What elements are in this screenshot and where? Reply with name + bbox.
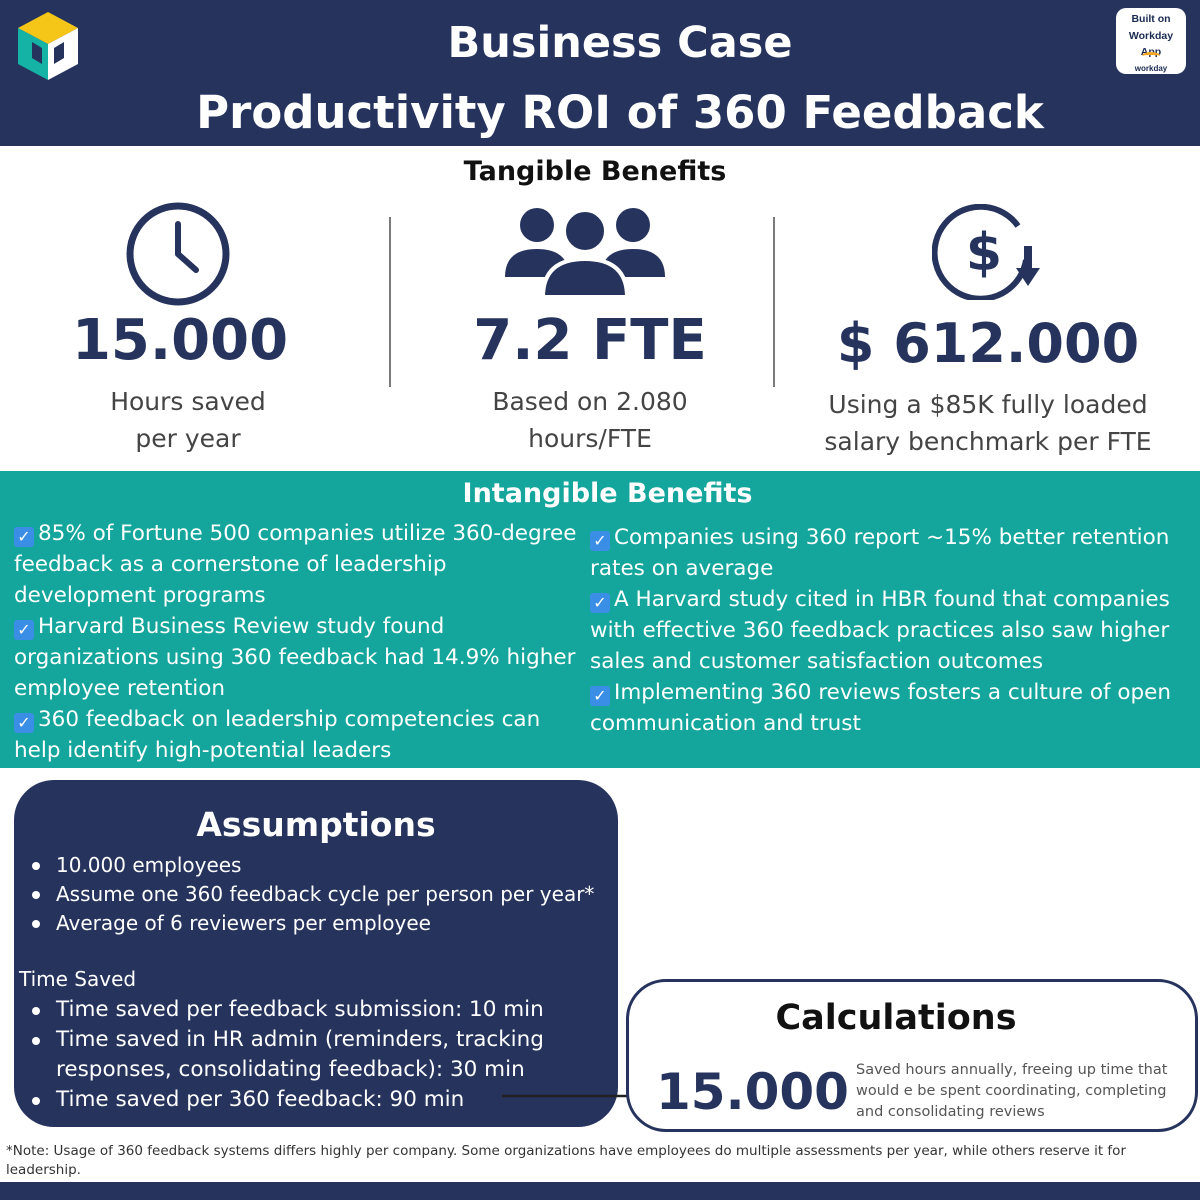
intangible-item [590,677,1195,739]
assumption-item: 10.000 employees [30,851,620,880]
badge-text-1: Built on [1131,13,1171,25]
time-saved-item: Time saved per feedback submission: 10 min [30,995,570,1025]
intangible-right-column [590,522,1195,739]
badge-brand: workday [1134,63,1168,73]
clock-icon [124,200,232,308]
time-saved-item: Time saved per 360 feedback: 90 min [30,1085,570,1115]
assumptions-list [30,851,620,938]
assumptions-title: Assumptions [196,805,436,844]
dollar-cycle-icon [932,204,1044,300]
fte-desc-line1: Based on 2.080 [492,387,688,416]
time-saved-label: Time Saved [19,967,137,991]
time-saved-item: Time saved in HR admin (reminders, tracking responses, consolidating feedback): 30 min [30,1025,570,1085]
intangible-item [14,704,584,766]
intangible-item-text: 85% of Fortune 500 companies utilize 360-degree feedback as a cornerstone of leadership development programs [14,521,577,608]
fte-value: 7.2 FTE [473,308,707,373]
hours-saved-value: 15.000 [71,308,289,373]
stat-divider [773,217,775,387]
footer-bar [0,1182,1200,1200]
built-on-workday-badge [1116,8,1186,74]
checkbox-icon: ✓ [590,531,610,551]
hours-saved-desc-line2: per year [135,424,241,453]
intangible-item [14,611,584,704]
checkbox-icon: ✓ [14,527,34,547]
fte-desc-line2: hours/FTE [528,424,652,453]
calculations-title: Calculations [775,998,1017,1038]
intangible-left-column [14,518,584,766]
calculations-value: 15.000 [656,1063,849,1121]
intangible-item [14,518,584,611]
badge-text-3: App [1140,46,1162,58]
tangible-benefits-title: Tangible Benefits [463,156,727,187]
intangible-item-text: Implementing 360 reviews fosters a culture of open communication and trust [590,680,1172,736]
savings-desc-line2: salary benchmark per FTE [824,427,1152,456]
intangible-item [590,584,1195,677]
intangible-item-text: 360 feedback on leadership competencies can help identify high-potential leaders [14,707,541,763]
badge-text-2: Workday [1128,29,1174,42]
hours-saved-desc-line1: Hours saved [110,387,266,416]
checkbox-icon: ✓ [590,686,610,706]
checkbox-icon: ✓ [590,593,610,613]
footnote: *Note: Usage of 360 feedback systems differs highly per company. Some organizations have employees do multiple assessments per year, while others reserve it for leadership. [6,1143,1126,1178]
assumption-item: Average of 6 reviewers per employee [30,909,620,938]
intangible-item-text: A Harvard study cited in HBR found that companies with effective 360 feedback practices also saw higher sales and customer satisfaction outcomes [590,587,1170,674]
intangible-item-text: Harvard Business Review study found organizations using 360 feedback had 14.9% higher employee retention [14,614,576,701]
assumption-item: Assume one 360 feedback cycle per person per year* [30,880,620,909]
calculations-desc: Saved hours annually, freeing up time that would e be spent coordinating, completing and consolidating reviews [856,1062,1168,1120]
page-title-line2: Productivity ROI of 360 Feedback [196,86,1044,139]
savings-value: $ 612.000 [836,312,1140,375]
checkbox-icon: ✓ [14,620,34,640]
intangible-item [590,522,1195,584]
intangible-benefits-title: Intangible Benefits [462,478,753,509]
intangible-item-text: Companies using 360 report ~15% better retention rates on average [590,525,1170,581]
savings-desc-line1: Using a $85K fully loaded [828,390,1148,419]
page-title-line1: Business Case [447,18,793,68]
svg-text:$: $ [965,223,1003,283]
people-icon [503,205,667,297]
workday-arc-icon [1142,52,1160,60]
checkbox-icon: ✓ [14,713,34,733]
time-saved-list [30,995,570,1115]
stat-divider [389,217,391,387]
